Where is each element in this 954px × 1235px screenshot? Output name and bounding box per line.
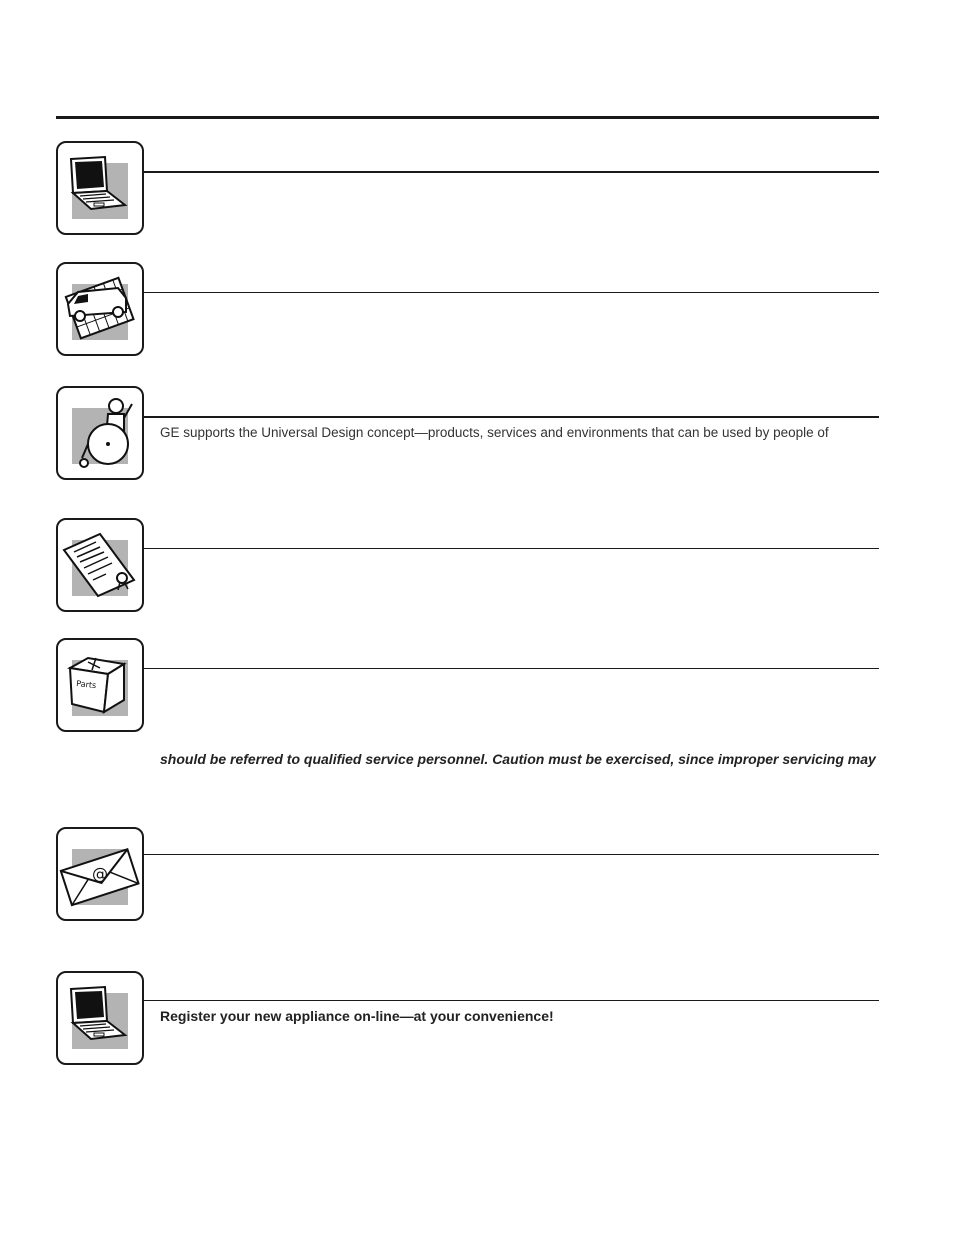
svg-text:@: @ [92, 864, 108, 883]
laptop-icon [56, 971, 144, 1065]
svg-text:Parts: Parts [75, 679, 97, 691]
certificate-icon [56, 518, 144, 612]
section-rule [142, 171, 879, 173]
service-van-calendar-icon [56, 262, 144, 356]
section-rule [142, 854, 879, 855]
section-rule [142, 1000, 879, 1001]
parts-box-icon [56, 638, 144, 732]
wheelchair-icon [56, 386, 144, 480]
section-body-text: GE supports the Universal Design concept—products, services and environments that can be used by people of [160, 425, 829, 440]
laptop-icon [56, 141, 144, 235]
envelope-at-icon [56, 827, 144, 921]
section-rule [142, 548, 879, 549]
section-rule [142, 292, 879, 293]
section-rule [142, 416, 879, 418]
header-rule [56, 116, 879, 119]
section-body-text: Register your new appliance on-line—at your convenience! [160, 1008, 554, 1024]
section-rule [142, 668, 879, 669]
section-body-text: should be referred to qualified service personnel. Caution must be exercised, since improper servicing may [160, 751, 876, 767]
